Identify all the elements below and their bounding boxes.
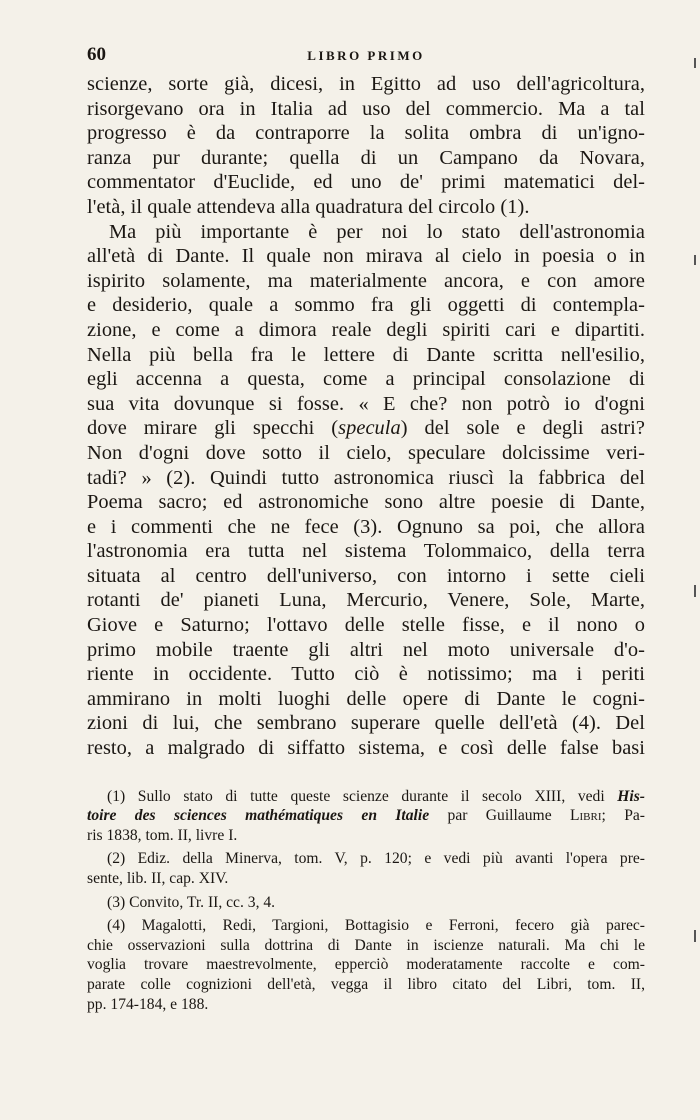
body-line-7: Ma più importante è per noi lo stato dell'astronomia bbox=[109, 220, 645, 243]
body-line-12: Nella più bella fra le lettere di Dante scritta nell'esilio, bbox=[87, 343, 645, 366]
body-line-19: e i commenti che ne fece (3). Ognuno sa poi, che allora bbox=[87, 515, 645, 538]
book-page bbox=[87, 40, 645, 1018]
footnote-1-title-start: His- bbox=[617, 787, 646, 805]
body-line-6: l'età, il quale attendeva alla quadratura del circolo (1). bbox=[87, 195, 530, 218]
footnote-1-line-3: ris 1838, tom. II, livre I. bbox=[87, 826, 238, 844]
margin-mark bbox=[694, 930, 696, 942]
body-line-10: e desiderio, quale a sommo fra gli oggetti di contempla- bbox=[87, 294, 645, 317]
footnote-1-author: Libri bbox=[569, 807, 602, 825]
body-line-13: egli accenna a questa, come a principal consolazione di bbox=[87, 368, 645, 391]
body-line-22: rotanti de' pianeti Luna, Mercurio, Venere, Sole, Marte, bbox=[87, 589, 645, 612]
body-line-26: ammirano in molti luoghi delle opere di Dante le cogni- bbox=[87, 687, 645, 710]
footnote-4-line-1: (4) Magalotti, Redi, Targioni, Bottagisio e Ferroni, fecero già parec- bbox=[107, 917, 645, 935]
body-line-16: Non d'ogni dove sotto il cielo, speculare dolcissime veri- bbox=[87, 441, 645, 464]
body-line-9: ispirito solamente, ma materialmente ancora, e con amore bbox=[87, 269, 645, 292]
footnote-1-line-2 bbox=[87, 806, 645, 826]
footnote-1-text-c: par Guillaume bbox=[429, 807, 570, 825]
body-line-14: sua vita dovunque si fosse. « E che? non potrò io d'ogni bbox=[87, 392, 645, 415]
footnote-4-line-3: voglia trovare maestrevolmente, epperciò moderatamente raccolte e com- bbox=[87, 956, 645, 974]
body-line-20: l'astronomia era tutta nel sistema Tolommaico, della terra bbox=[87, 540, 645, 563]
body-line-4: ranza pur durante; quella di un Campano da Novara, bbox=[87, 146, 645, 169]
body-line-23: Giove e Saturno; l'ottavo delle stelle fisse, e il nono o bbox=[87, 614, 645, 637]
footnote-1-text-b: , vedi bbox=[561, 787, 618, 805]
body-line-15-before: dove mirare gli specchi ( bbox=[87, 417, 339, 440]
body-line-27: zioni di lui, che sembrano superare quelle dell'età (4). Del bbox=[87, 712, 645, 735]
body-line-25: riente in occidente. Tutto ciò è notissimo; ma i periti bbox=[87, 663, 645, 686]
body-line-15-after: ) del sole e degli astri? bbox=[400, 417, 645, 440]
footnote-4-line-4: parate colle cognizioni dell'età, vegga il libro citato del Libri, tom. II, bbox=[87, 975, 645, 993]
footnote-2-line-2: sente, lib. II, cap. XIV. bbox=[87, 870, 229, 887]
specula-italic: specula bbox=[338, 417, 401, 440]
footnote-2-line-1: (2) Ediz. della Minerva, tom. V, p. 120; e vedi più avanti l'opera pre- bbox=[107, 850, 645, 868]
footnote-2 bbox=[87, 849, 645, 888]
footnote-3-line-1: (3) Convito, Tr. II, cc. 3, 4. bbox=[107, 893, 276, 911]
body-line-24: primo mobile traente gli altri nel moto universale d'o- bbox=[87, 638, 645, 661]
body-line-8: all'età di Dante. Il quale non mirava al cielo in poesia o in bbox=[87, 245, 645, 268]
body-line-1: scienze, sorte già, dicesi, in Egitto ad uso dell'agricoltura, bbox=[87, 73, 645, 95]
footnote-1-line-1 bbox=[87, 787, 645, 807]
footnote-1-century: XIII bbox=[534, 787, 562, 805]
footnote-4-line-5: pp. 174-184, e 188. bbox=[87, 995, 209, 1013]
page-number: 60 bbox=[87, 44, 106, 65]
body-line-15 bbox=[87, 416, 645, 441]
margin-mark bbox=[694, 255, 696, 265]
footnote-1 bbox=[87, 787, 645, 846]
running-title: LIBRO PRIMO bbox=[307, 48, 425, 63]
margin-mark bbox=[694, 58, 696, 68]
footnote-3 bbox=[87, 893, 645, 913]
body-line-11: zione, e come a dimora reale degli spiriti cari e dipartiti. bbox=[87, 318, 645, 341]
footnote-1-title: toire des sciences mathématiques en Italie bbox=[87, 807, 430, 825]
body-line-17: tadi? » (2). Quindi tutto astronomica riuscì la fabbrica del bbox=[87, 466, 645, 489]
running-head bbox=[87, 40, 645, 68]
margin-mark bbox=[694, 585, 696, 597]
body-line-21: situata al centro dell'universo, con intorno i sette cieli bbox=[87, 564, 645, 587]
body-line-28: resto, a malgrado di siffatto sistema, e così delle false basi bbox=[87, 737, 645, 760]
body-line-2: risorgevano ora in Italia ad uso del commercio. Ma a tal bbox=[87, 97, 645, 120]
body-line-3: progresso è da contraporre la solita ombra di un'igno- bbox=[87, 122, 645, 145]
body-text bbox=[87, 72, 645, 761]
footnote-4 bbox=[87, 916, 645, 1014]
footnote-4-line-2: chie osservazioni sulla dottrina di Dante in iscienze naturali. Ma chi le bbox=[87, 936, 645, 954]
footnote-1-text-d: ; Pa- bbox=[601, 807, 645, 825]
footnote-1-text-a: (1) Sullo stato di tutte queste scienze durante il secolo bbox=[107, 787, 535, 805]
body-line-5: commentator d'Euclide, ed uno de' primi matematici del- bbox=[87, 171, 645, 194]
body-line-18: Poema sacro; ed astronomiche sono altre poesie di Dante, bbox=[87, 491, 645, 514]
footnotes bbox=[87, 787, 645, 1015]
